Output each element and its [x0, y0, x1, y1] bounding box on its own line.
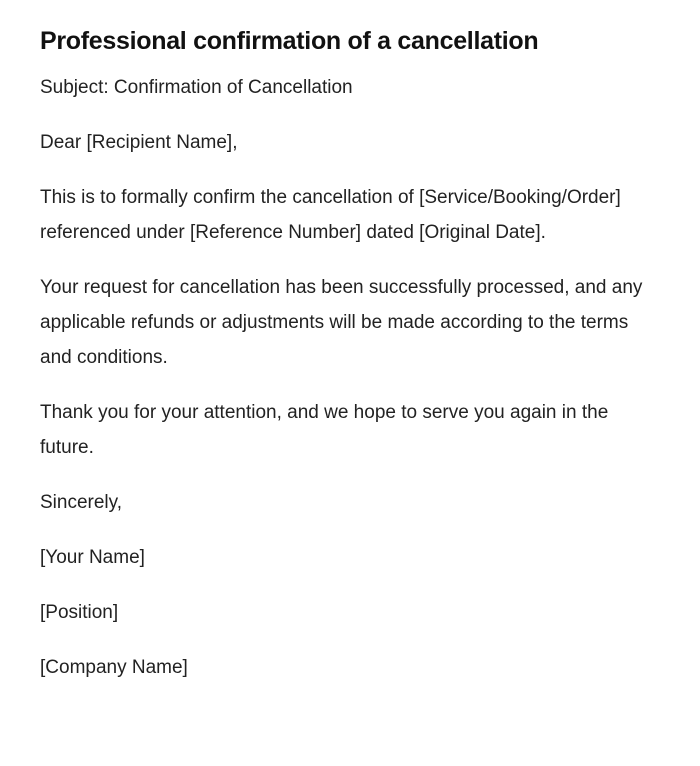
document-title: Professional confirmation of a cancellation: [40, 27, 539, 55]
document: [40, 24, 650, 705]
salutation: Dear [Recipient Name],: [40, 132, 238, 153]
body-paragraph: Thank you for your attention, and we hope to serve you again in the future.: [40, 402, 609, 458]
body-paragraph: Your request for cancellation has been successfully processed, and any applicable refunds or adjustments will be made according to the terms and conditions.: [40, 277, 643, 368]
signature-name: [Your Name]: [40, 547, 145, 568]
signature-position: [Position]: [40, 602, 119, 623]
body-paragraph: This is to formally confirm the cancellation of [Service/Booking/Order] referenced under [Reference Number] dated [Original Date].: [40, 187, 621, 243]
closing: Sincerely,: [40, 492, 123, 513]
subject-line: Subject: Confirmation of Cancellation: [40, 77, 353, 98]
signature-company: [Company Name]: [40, 657, 188, 678]
